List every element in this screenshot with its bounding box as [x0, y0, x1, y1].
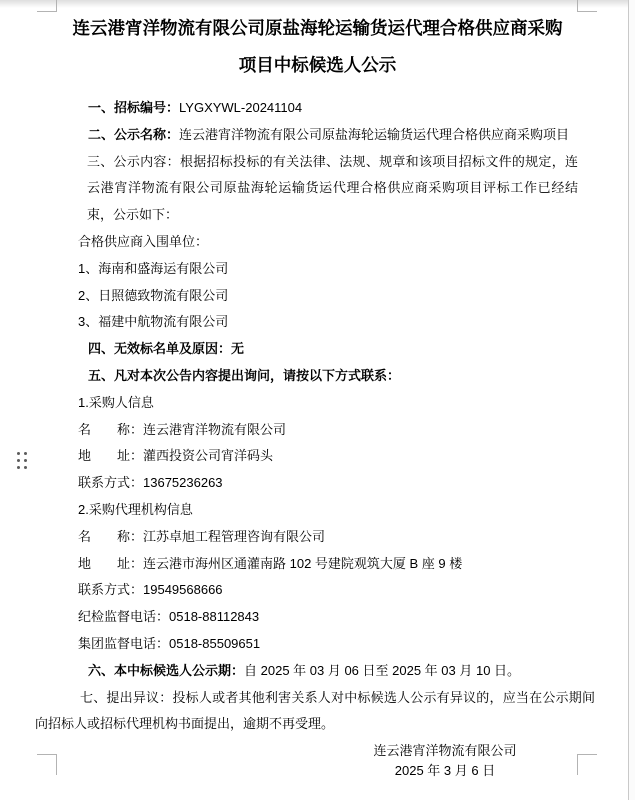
section-publicity-period-label: 六、本中标候选人公示期： [88, 662, 245, 678]
supplier-item-2: 2、日照德致物流有限公司 [78, 287, 229, 303]
section-invalid-bids: 四、无效标名单及原因：无 [88, 341, 245, 357]
purchaser-contact: 联系方式：13675236263 [78, 475, 223, 491]
section-publicity-period [0, 658, 635, 685]
section-announcement-content-value: 根据招标投标的有关法律、法规、规章和该项目招标文件的规定，连云港宵洋物流有限公司原盐海轮运输货运代理合格供应商采购项目评标工作已经结束，公示如下： [87, 153, 578, 223]
section-announcement-content-label: 三、公示内容： [87, 153, 180, 169]
section-objections-value: 投标人或者其他利害关系人对中标候选人公示有异议的，应当在公示期间向招标人或招标代理机构书面提出，逾期不再受理。 [35, 689, 595, 732]
section-contact-intro: 五、凡对本次公告内容提出询问，请按以下方式联系： [88, 367, 401, 383]
section-objections [0, 685, 635, 739]
signature-date: 2025 年 3 月 6 日 [394, 763, 496, 779]
group-supervision-phone: 集团监督电话：0518-85509651 [78, 635, 261, 651]
section-bid-number-label: 一、招标编号： [88, 100, 180, 115]
purchaser-info-header: 1.采购人信息 [78, 394, 154, 410]
qualified-suppliers-header: 合格供应商入围单位： [78, 233, 209, 249]
agency-info-header: 2.采购代理机构信息 [78, 501, 193, 517]
document-body [0, 95, 635, 781]
agency-contact: 联系方式：19549568666 [78, 582, 223, 598]
discipline-supervision-phone: 纪检监督电话：0518-88112843 [78, 609, 260, 625]
supplier-item-3: 3、福建中航物流有限公司 [78, 314, 229, 330]
document-title-line2: 项目中标候选人公示 [238, 55, 397, 75]
window-top-shadow [0, 0, 635, 8]
section-announcement-name [0, 122, 635, 149]
signature-block [330, 738, 560, 781]
document-title [0, 10, 635, 84]
section-objections-label: 七、提出异议： [80, 689, 173, 705]
section-announcement-content [0, 149, 635, 229]
signature-company: 连云港宵洋物流有限公司 [373, 743, 517, 759]
purchaser-address: 地 址：灌西投资公司宵洋码头 [78, 448, 274, 464]
document-title-line1: 连云港宵洋物流有限公司原盐海轮运输货运代理合格供应商采购 [72, 18, 563, 38]
section-bid-number-value: LYGXYWL-20241104 [179, 100, 303, 115]
section-announcement-name-value: 连云港宵洋物流有限公司原盐海轮运输货运代理合格供应商采购项目 [179, 126, 570, 142]
supplier-item-1: 1、海南和盛海运有限公司 [78, 260, 229, 276]
section-publicity-period-value: 自 2025 年 03 月 06 日至 2025 年 03 月 10 日。 [244, 662, 521, 678]
agency-name: 名 称：江苏卓旭工程管理咨询有限公司 [78, 528, 326, 544]
agency-address: 地 址：连云港市海州区通灌南路 102 号建院观筑大厦 B 座 9 楼 [78, 555, 463, 571]
section-bid-number [0, 95, 635, 122]
section-announcement-name-label: 二、公示名称： [88, 126, 180, 142]
purchaser-name: 名 称：连云港宵洋物流有限公司 [78, 421, 287, 437]
